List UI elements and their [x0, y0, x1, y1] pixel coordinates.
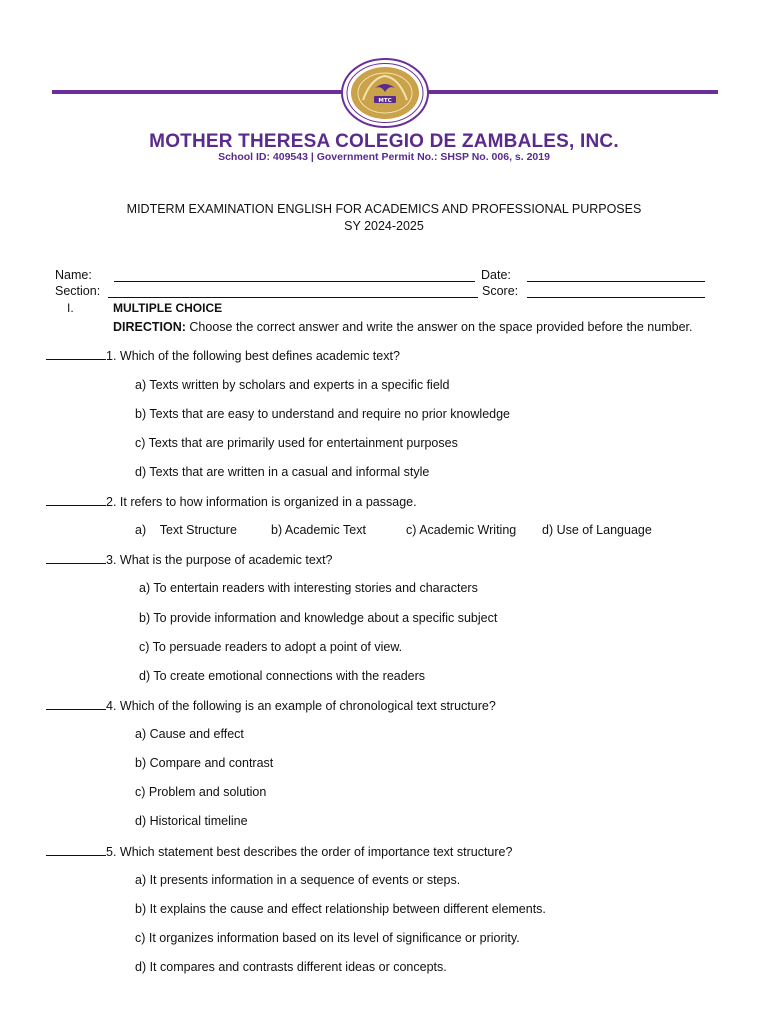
exam-title	[0, 201, 768, 235]
direction-label: DIRECTION:	[113, 320, 186, 334]
question-1-text: 1. Which of the following best defines academic text?	[106, 349, 400, 363]
q1-option-d: d) Texts that are written in a casual and informal style	[135, 465, 430, 479]
date-field[interactable]	[527, 281, 705, 282]
q2-option-b: b) Academic Text	[271, 523, 366, 537]
exam-school-year: SY 2024-2025	[344, 219, 424, 233]
name-label: Name:	[55, 268, 92, 282]
question-4-text: 4. Which of the following is an example of chronological text structure?	[106, 699, 496, 713]
answer-blank-1[interactable]	[46, 348, 106, 360]
exam-title-line1: MIDTERM EXAMINATION ENGLISH FOR ACADEMICS AND PROFESSIONAL PURPOSES	[126, 202, 642, 216]
q3-option-c: c) To persuade readers to adopt a point of view.	[139, 640, 403, 654]
date-label: Date:	[481, 268, 511, 282]
q5-option-b: b) It explains the cause and effect relationship between different elements.	[135, 902, 546, 916]
answer-blank-3[interactable]	[46, 552, 106, 564]
q3-option-a: a) To entertain readers with interesting stories and characters	[139, 581, 478, 595]
section-label: Section:	[55, 284, 101, 298]
q5-option-c: c) It organizes information based on its level of significance or priority.	[135, 931, 520, 945]
section-title: MULTIPLE CHOICE	[113, 301, 223, 315]
q1-option-a: a) Texts written by scholars and experts in a specific field	[135, 378, 450, 392]
direction	[113, 320, 692, 334]
question-5-text: 5. Which statement best describes the order of importance text structure?	[106, 845, 513, 859]
seal-text: MTC	[378, 98, 392, 104]
q1-option-b: b) Texts that are easy to understand and require no prior knowledge	[135, 407, 510, 421]
name-field[interactable]	[114, 281, 475, 282]
q4-option-d: d) Historical timeline	[135, 814, 248, 828]
question-3	[46, 552, 333, 567]
q5-option-a: a) It presents information in a sequence of events or steps.	[135, 873, 461, 887]
question-4	[46, 698, 496, 713]
school-seal-icon	[341, 58, 429, 128]
q4-option-a: a) Cause and effect	[135, 727, 244, 741]
q4-option-b: b) Compare and contrast	[135, 756, 274, 770]
score-field[interactable]	[527, 297, 705, 298]
question-2	[46, 494, 417, 509]
q3-option-d: d) To create emotional connections with the readers	[139, 669, 426, 683]
q2-option-d: d) Use of Language	[542, 523, 652, 537]
school-permit: School ID: 409543 | Government Permit No.: SHSP No. 006, s. 2019	[218, 151, 550, 163]
answer-blank-5[interactable]	[46, 844, 106, 856]
school-name: MOTHER THERESA COLEGIO DE ZAMBALES, INC.	[149, 131, 619, 152]
question-3-text: 3. What is the purpose of academic text?	[106, 553, 333, 567]
q3-option-b: b) To provide information and knowledge about a specific subject	[139, 611, 498, 625]
section-field[interactable]	[108, 297, 478, 298]
q2-option-c: c) Academic Writing	[406, 523, 517, 537]
q4-option-c: c) Problem and solution	[135, 785, 267, 799]
question-1	[46, 348, 400, 363]
q5-option-d: d) It compares and contrasts different ideas or concepts.	[135, 960, 447, 974]
section-number: I.	[67, 301, 74, 315]
direction-text: Choose the correct answer and write the answer on the space provided before the number.	[185, 320, 693, 334]
q1-option-c: c) Texts that are primarily used for entertainment purposes	[135, 436, 458, 450]
score-label: Score:	[482, 284, 519, 298]
answer-blank-2[interactable]	[46, 494, 106, 506]
question-5	[46, 844, 512, 859]
q2-option-a: a) Text Structure	[135, 523, 237, 537]
question-2-text: 2. It refers to how information is organized in a passage.	[106, 495, 417, 509]
answer-blank-4[interactable]	[46, 698, 106, 710]
